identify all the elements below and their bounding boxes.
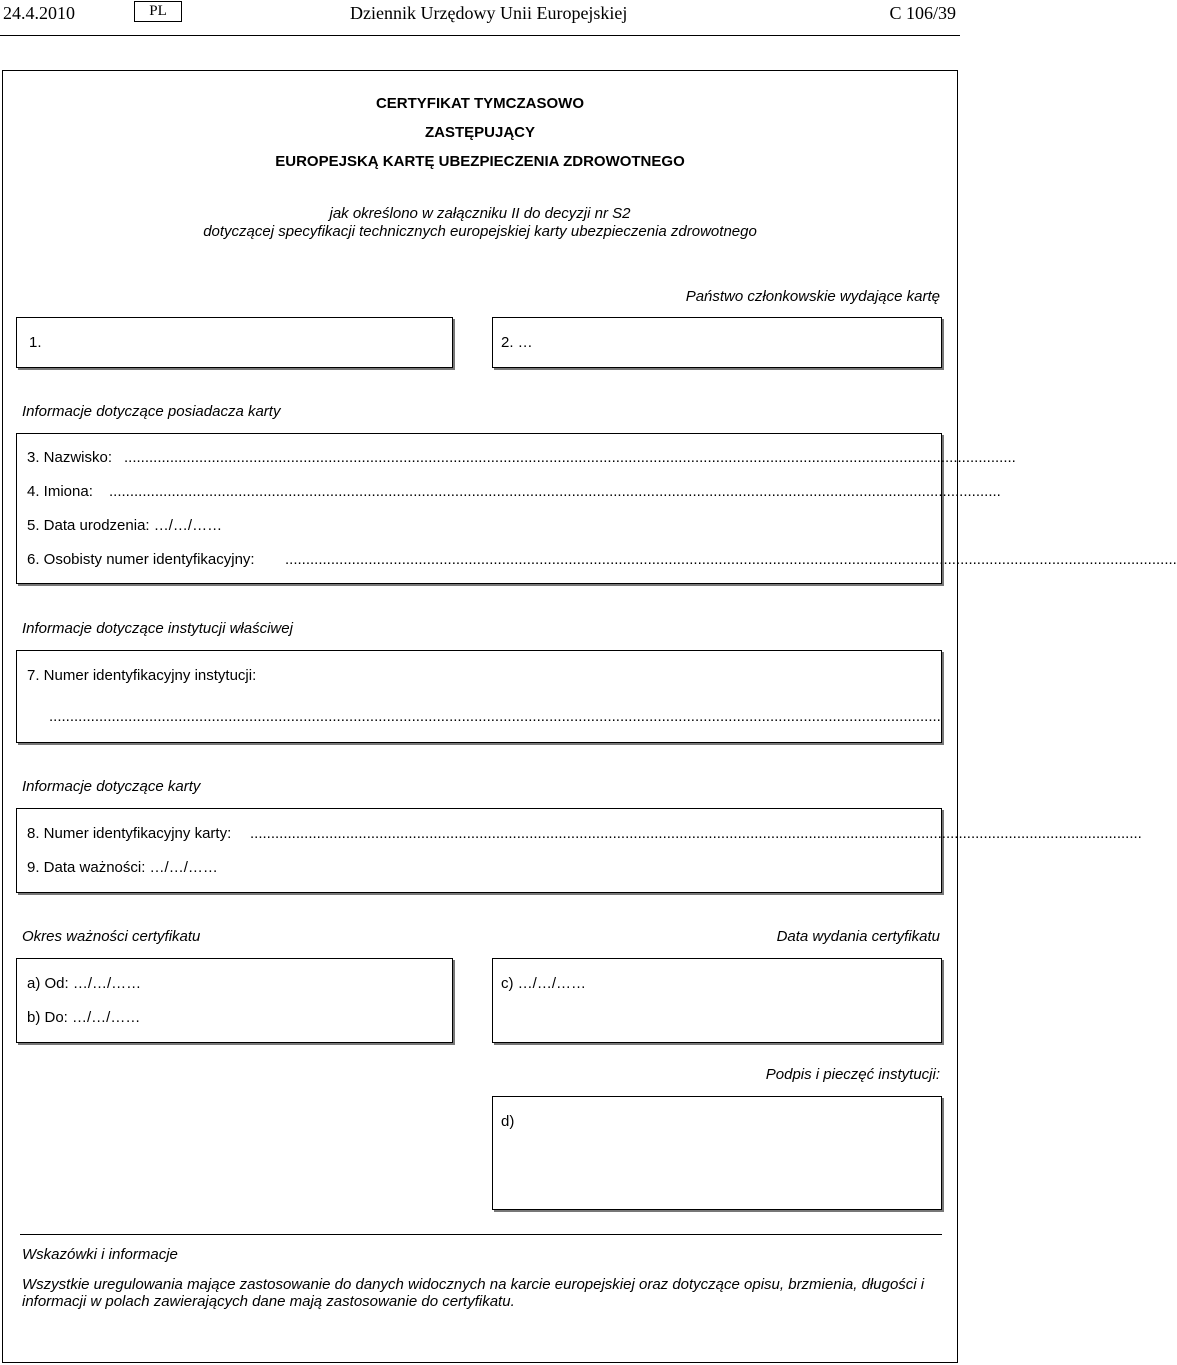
- institution-id-field[interactable]: ......................................................................................................................................................................................................................: [49, 708, 941, 725]
- names-label: 4. Imiona:: [27, 483, 93, 500]
- valid-to-field[interactable]: b) Do: …/…/……: [27, 1009, 141, 1026]
- certificate-title-3: EUROPEJSKĄ KARTĘ UBEZPIECZENIA ZDROWOTNEGO: [275, 153, 685, 170]
- page-header: [0, 0, 960, 36]
- field-1-label: 1.: [29, 334, 42, 351]
- holder-box: [16, 433, 1177, 584]
- card-id-label: 8. Numer identyfikacyjny karty:: [27, 825, 232, 842]
- institution-id-label: 7. Numer identyfikacyjny instytucji:: [27, 667, 257, 684]
- issuing-state-label: Państwo członkowskie wydające kartę: [685, 288, 940, 305]
- institution-box: [16, 650, 942, 743]
- personal-id-field[interactable]: ......................................................................................................................................................................................................................: [285, 551, 1177, 568]
- personal-id-label: 6. Osobisty numer identyfikacyjny:: [27, 551, 255, 568]
- surname-label: 3. Nazwisko:: [27, 449, 113, 466]
- certificate-title-1: CERTYFIKAT TYMCZASOWO: [375, 95, 585, 112]
- notes-title: Wskazówki i informacje: [22, 1246, 178, 1263]
- journal-title: Dziennik Urzędowy Unii Europejskiej: [350, 3, 628, 23]
- signature-field-label: d): [501, 1113, 515, 1130]
- validity-label: Okres ważności certyfikatu: [22, 928, 201, 945]
- subtitle-1: jak określono w załączniku II do decyzji nr S2: [329, 205, 631, 222]
- signature-box[interactable]: [492, 1096, 942, 1210]
- field-2-box[interactable]: [492, 317, 942, 368]
- issue-date-field[interactable]: c) …/…/……: [501, 975, 586, 992]
- publication-date: 24.4.2010: [3, 3, 75, 23]
- card-expiry-field[interactable]: 9. Data ważności: …/…/……: [27, 859, 218, 876]
- card-id-field[interactable]: ......................................................................................................................................................................................................................: [250, 825, 1142, 842]
- certificate-title-2: ZASTĘPUJĄCY: [424, 124, 536, 141]
- field-2-label: 2. …: [501, 334, 533, 351]
- valid-from-field[interactable]: a) Od: …/…/……: [27, 975, 142, 992]
- institution-info-label: Informacje dotyczące instytucji właściwej: [22, 620, 293, 637]
- names-field[interactable]: ......................................................................................................................................................................................................................: [109, 483, 1001, 500]
- validity-box: [16, 958, 453, 1043]
- card-box: [16, 808, 1142, 893]
- notes-divider: [20, 1234, 942, 1235]
- issue-date-box: [492, 958, 942, 1043]
- card-info-label: Informacje dotyczące karty: [22, 778, 201, 795]
- signature-label: Podpis i pieczęć instytucji:: [765, 1066, 940, 1083]
- subtitle-2: dotyczącej specyfikacji technicznych europejskiej karty ubezpieczenia zdrowotnego: [203, 223, 757, 240]
- birth-date-field[interactable]: 5. Data urodzenia: …/…/……: [27, 517, 223, 534]
- surname-field[interactable]: ......................................................................................................................................................................................................................: [124, 449, 1016, 466]
- field-1-box[interactable]: [16, 317, 453, 368]
- issue-date-label: Data wydania certyfikatu: [776, 928, 940, 945]
- holder-info-label: Informacje dotyczące posiadacza karty: [22, 403, 281, 420]
- notes-text: Wszystkie uregulowania mające zastosowanie do danych widocznych na karcie europejskiej oraz dotyczące opisu, brzmienia, długości i informacji w polach zawierających dane mają zastosowanie do certyfikatu.: [22, 1276, 925, 1310]
- language-badge: PL: [134, 1, 182, 22]
- page-number: C 106/39: [889, 3, 956, 23]
